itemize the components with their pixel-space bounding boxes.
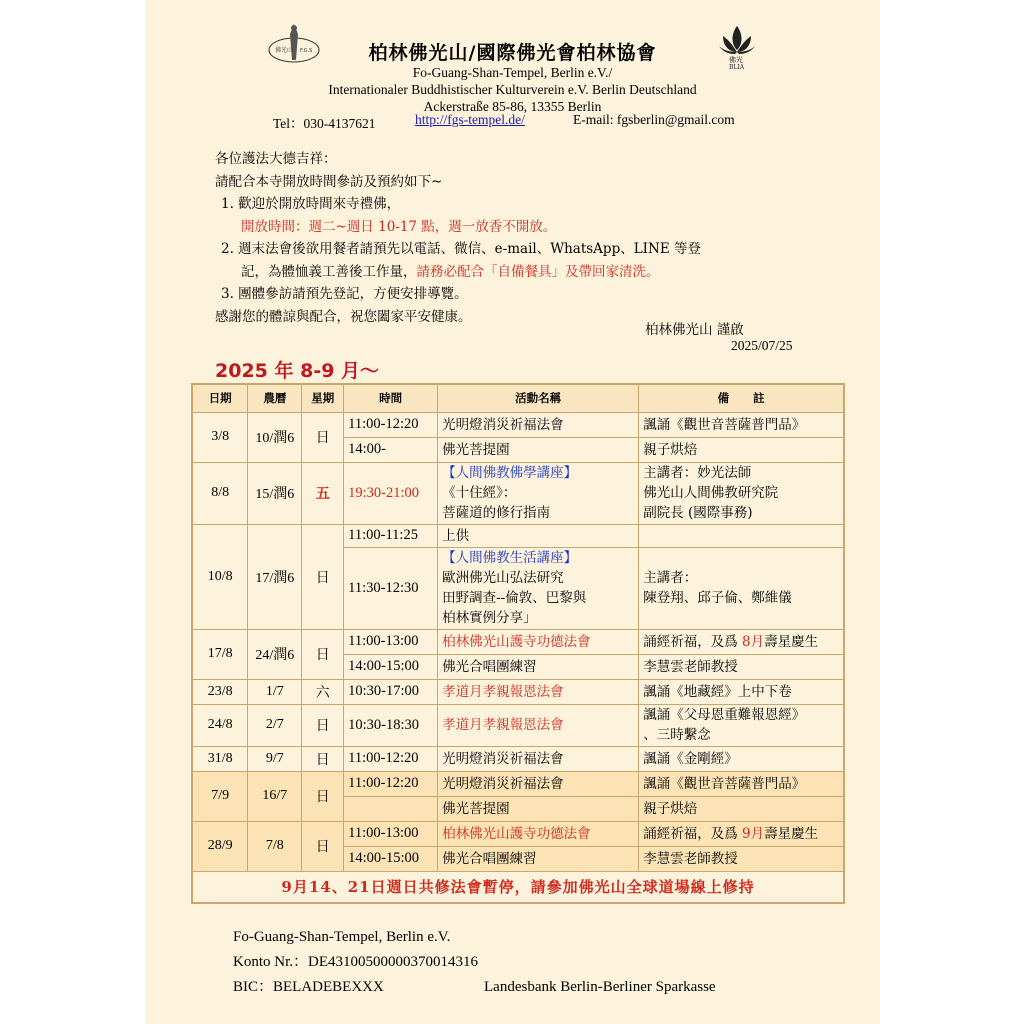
table-row bbox=[192, 629, 844, 654]
table-row bbox=[192, 821, 844, 846]
row-lunar: 9/7 bbox=[248, 746, 302, 771]
phone-number: Tel：030-4137621 bbox=[273, 116, 376, 131]
account-number: Konto Nr.：DE43100500000370014316 bbox=[233, 954, 478, 970]
row-time bbox=[344, 796, 438, 821]
bank-details bbox=[233, 925, 716, 1000]
table-row bbox=[192, 412, 844, 437]
row-date: 10/8 bbox=[192, 524, 248, 629]
row-activity bbox=[438, 462, 639, 524]
schedule-period-title: 2025 年 8-9 月～ bbox=[215, 360, 380, 382]
row-weekday: 六 bbox=[302, 679, 344, 704]
header-line-3: Ackerstraße 85-86, 13355 Berlin bbox=[423, 99, 602, 114]
row-note: 親子烘焙 bbox=[639, 796, 844, 821]
header-line-2: Internationaler Buddhistischer Kulturverein e.V. Berlin Deutschland bbox=[328, 82, 697, 97]
bic-code: BIC：BELADEBEXXX bbox=[233, 979, 384, 995]
row-note: 諷誦《觀世音菩薩普門品》 bbox=[639, 412, 844, 437]
greeting: 各位護法大德吉祥： bbox=[215, 151, 337, 167]
row-time: 11:00-13:00 bbox=[344, 821, 438, 846]
row-lunar: 1/7 bbox=[248, 679, 302, 704]
row-date: 8/8 bbox=[192, 462, 248, 524]
row-lunar: 17/潤6 bbox=[248, 524, 302, 629]
row-note: 親子烘焙 bbox=[639, 437, 844, 462]
row-note bbox=[639, 629, 844, 654]
row-time: 14:00- bbox=[344, 437, 438, 462]
row-lunar: 16/7 bbox=[248, 771, 302, 821]
row-note bbox=[639, 704, 844, 746]
intro-line: 請配合本寺開放時間參訪及預約如下~ bbox=[215, 173, 443, 190]
item-1: 1. 歡迎於開放時間來寺禮佛， bbox=[221, 196, 401, 212]
row-weekday: 日 bbox=[302, 629, 344, 679]
lecture-series: 【人間佛教生活講座】 bbox=[442, 550, 578, 566]
row-date: 17/8 bbox=[192, 629, 248, 679]
row-note: 李慧雲老師教授 bbox=[639, 654, 844, 679]
row-weekday: 日 bbox=[302, 771, 344, 821]
note-text-end: 壽星慶生 bbox=[764, 825, 819, 842]
row-time: 10:30-17:00 bbox=[344, 679, 438, 704]
row-time: 11:00-11:25 bbox=[344, 524, 438, 547]
row-activity: 佛光合唱團練習 bbox=[438, 846, 639, 871]
suspension-notice-row bbox=[192, 871, 844, 903]
website-link[interactable]: http://fgs-tempel.de/ bbox=[415, 112, 525, 127]
row-activity: 柏林佛光山護寺功德法會 bbox=[438, 821, 639, 846]
row-date: 7/9 bbox=[192, 771, 248, 821]
row-activity: 佛光菩提園 bbox=[438, 796, 639, 821]
notice-letter bbox=[215, 148, 835, 328]
row-activity: 佛光菩提園 bbox=[438, 437, 639, 462]
note-line-1: 諷誦《父母恩重難報恩經》 bbox=[643, 707, 806, 723]
table-row bbox=[192, 771, 844, 796]
row-lunar: 2/7 bbox=[248, 704, 302, 746]
row-time: 11:00-13:00 bbox=[344, 629, 438, 654]
table-row bbox=[192, 524, 844, 547]
header-notes: 備 註 bbox=[639, 384, 844, 412]
row-time: 19:30-21:00 bbox=[344, 462, 438, 524]
lecture-series: 【人間佛教佛學講座】 bbox=[442, 465, 578, 481]
row-date: 3/8 bbox=[192, 412, 248, 462]
header-lunar: 農曆 bbox=[248, 384, 302, 412]
email-address[interactable]: E-mail: fgsberlin@gmail.com bbox=[573, 112, 735, 127]
bic-row bbox=[233, 975, 716, 1000]
logo-left-sub: F.G.S bbox=[300, 48, 313, 54]
row-activity: 光明燈消災祈福法會 bbox=[438, 771, 639, 796]
note-text: 誦經祈福，及爲 bbox=[643, 825, 743, 842]
bank-name: Landesbank Berlin-Berliner Sparkasse bbox=[484, 979, 716, 995]
row-activity: 柏林佛光山護寺功德法會 bbox=[438, 629, 639, 654]
speaker-label: 主講者： bbox=[643, 570, 698, 586]
note-text: 誦經祈福，及爲 bbox=[643, 633, 743, 650]
row-time: 10:30-18:30 bbox=[344, 704, 438, 746]
schedule-table bbox=[191, 383, 845, 904]
row-time: 14:00-15:00 bbox=[344, 846, 438, 871]
note-text-end: 壽星慶生 bbox=[764, 633, 819, 650]
row-note bbox=[639, 821, 844, 846]
flyer-page bbox=[145, 0, 880, 1024]
row-time: 11:30-12:30 bbox=[344, 547, 438, 629]
speaker-title: 副院長 (國際事務) bbox=[643, 505, 753, 521]
row-weekday: 日 bbox=[302, 524, 344, 629]
item-2-text: 記，為體恤義工善後工作量， bbox=[241, 263, 417, 280]
row-activity: 光明燈消災祈福法會 bbox=[438, 412, 639, 437]
table-row bbox=[192, 704, 844, 746]
header-weekday: 星期 bbox=[302, 384, 344, 412]
item-2-line-a: 2. 週末法會後欲用餐者請預先以電話、微信、e-mail、WhatsApp、LINE 等登 bbox=[221, 241, 701, 257]
row-activity: 上供 bbox=[438, 524, 639, 547]
row-lunar: 24/潤6 bbox=[248, 629, 302, 679]
header-time: 時間 bbox=[344, 384, 438, 412]
row-activity: 孝道月孝親報恩法會 bbox=[438, 679, 639, 704]
row-note: 諷誦《金剛經》 bbox=[639, 746, 844, 771]
row-weekday: 日 bbox=[302, 821, 344, 871]
lecture-topic-3: 柏林實例分享」 bbox=[442, 610, 537, 626]
letter-date: 2025/07/25 bbox=[731, 338, 793, 353]
lecture-subtitle: 菩薩道的修行指南 bbox=[442, 505, 551, 521]
row-date: 28/9 bbox=[192, 821, 248, 871]
row-note bbox=[639, 462, 844, 524]
row-time: 11:00-12:20 bbox=[344, 746, 438, 771]
table-header-row bbox=[192, 384, 844, 412]
row-weekday: 五 bbox=[302, 462, 344, 524]
logo-right-text: 佛光 bbox=[729, 56, 743, 64]
row-time: 11:00-12:20 bbox=[344, 771, 438, 796]
row-note: 諷誦《觀世音菩薩普門品》 bbox=[639, 771, 844, 796]
row-lunar: 7/8 bbox=[248, 821, 302, 871]
closing-line: 感謝您的體諒與配合，祝您闔家平安健康。 bbox=[215, 308, 472, 325]
row-note bbox=[639, 524, 844, 547]
row-weekday: 日 bbox=[302, 746, 344, 771]
row-date: 23/8 bbox=[192, 679, 248, 704]
account-name: Fo-Guang-Shan-Tempel, Berlin e.V. bbox=[233, 929, 451, 945]
row-date: 24/8 bbox=[192, 704, 248, 746]
suspension-notice: 9月14、21日週日共修法會暫停，請參加佛光山全球道場線上修持 bbox=[192, 871, 844, 903]
item-2-line-b bbox=[215, 261, 835, 284]
table-row bbox=[192, 746, 844, 771]
row-lunar: 15/潤6 bbox=[248, 462, 302, 524]
table-row bbox=[192, 679, 844, 704]
table-row bbox=[192, 462, 844, 524]
row-weekday: 日 bbox=[302, 412, 344, 462]
row-time: 11:00-12:20 bbox=[344, 412, 438, 437]
header-date: 日期 bbox=[192, 384, 248, 412]
row-note: 諷誦《地藏經》上中下卷 bbox=[639, 679, 844, 704]
row-weekday: 日 bbox=[302, 704, 344, 746]
lecture-topic: 歐洲佛光山弘法研究 bbox=[442, 570, 564, 586]
speaker: 主講者：妙光法師 bbox=[643, 465, 752, 481]
row-activity: 佛光合唱團練習 bbox=[438, 654, 639, 679]
item-2-emphasis: 請務必配合「自備餐具」及帶回家清洗。 bbox=[416, 263, 660, 280]
note-month: 8月 bbox=[742, 633, 765, 650]
header-activity: 活動名稱 bbox=[438, 384, 639, 412]
row-activity: 孝道月孝親報恩法會 bbox=[438, 704, 639, 746]
lecture-topic-2: 田野調查--倫敦、巴黎與 bbox=[442, 590, 587, 606]
speaker-affiliation: 佛光山人間佛教研究院 bbox=[643, 485, 779, 501]
lecture-topic: 《十住經》： bbox=[442, 485, 517, 501]
note-month: 9月 bbox=[742, 825, 765, 842]
row-activity: 光明燈消災祈福法會 bbox=[438, 746, 639, 771]
row-lunar: 10/潤6 bbox=[248, 412, 302, 462]
speakers: 陳登翔、邱子倫、鄭維儀 bbox=[643, 590, 792, 606]
row-time: 14:00-15:00 bbox=[344, 654, 438, 679]
row-note bbox=[639, 547, 844, 629]
signature: 柏林佛光山 謹啟 bbox=[645, 322, 744, 338]
row-note: 李慧雲老師教授 bbox=[639, 846, 844, 871]
note-line-2: 、三時繫念 bbox=[643, 727, 711, 743]
logo-left-text: 佛光山 bbox=[275, 47, 294, 54]
header-line-1: Fo-Guang-Shan-Tempel, Berlin e.V./ bbox=[412, 65, 613, 80]
row-activity bbox=[438, 547, 639, 629]
logo-right-sub: BLIA bbox=[729, 64, 745, 70]
row-date: 31/8 bbox=[192, 746, 248, 771]
item-3: 3. 團體參訪請預先登記，方便安排導覽。 bbox=[221, 286, 468, 302]
opening-hours: 開放時間：週二~週日 10-17 點，週一放香不開放。 bbox=[241, 218, 557, 235]
organization-title: 柏林佛光山/國際佛光會柏林協會 bbox=[368, 42, 657, 64]
